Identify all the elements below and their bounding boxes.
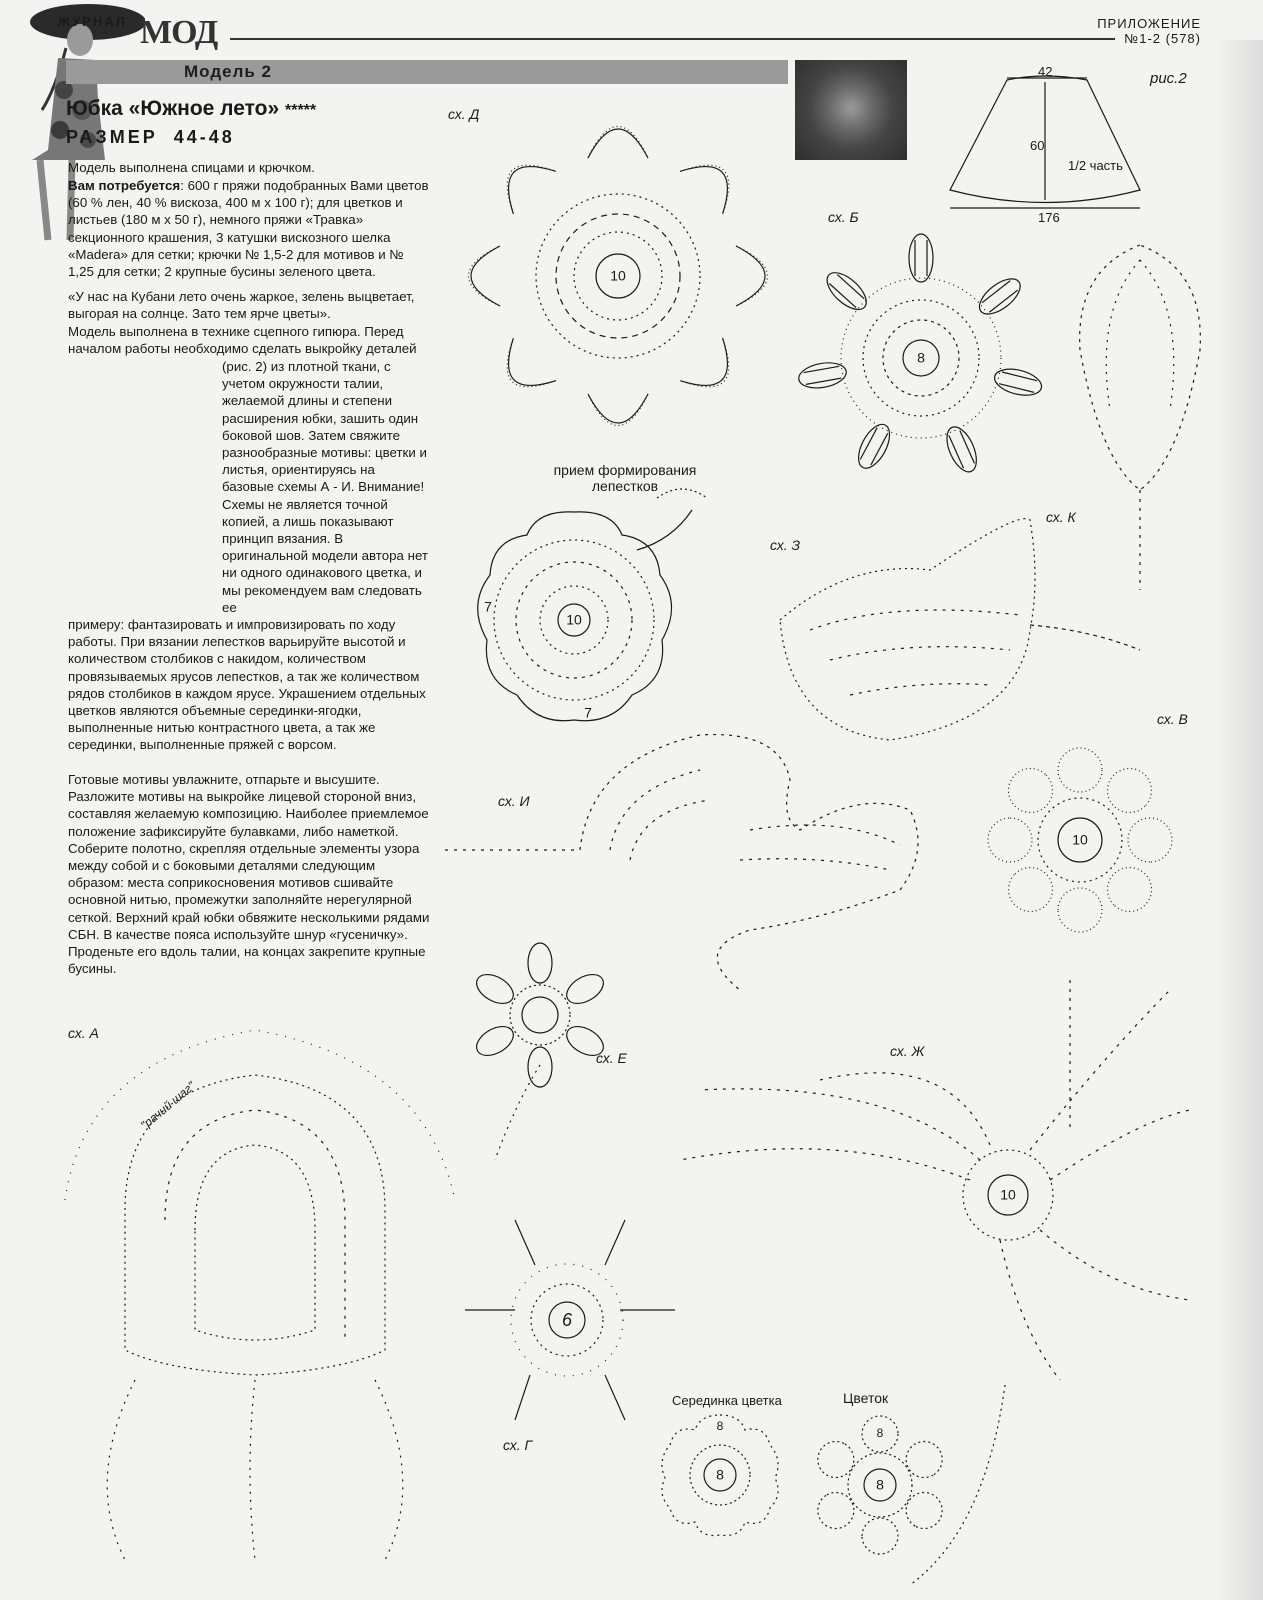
schema-e-label: сх. Е — [596, 1050, 627, 1066]
schema-b-number: 8 — [917, 349, 925, 366]
issue-info — [1097, 16, 1201, 46]
materials-text: : 600 г пряжи подобранных Вами цветов (60 % лен, 40 % вискоза, 400 м х 100 г); для цветков и листьев (180 м х 50 г), немного пряжи «Травка» секционного крашения, 3 катушки вискозного шелка «Madera» для сетки; крючки № 1,5-2 для мотивов и № 1,25 для сетки; 2 крупные бусины зеленого цвета. — [68, 178, 429, 280]
technique-paragraph-b: (рис. 2) из плотной ткани, с учетом окружности талии, желаемой длины и степени расширения юбки, зашить один боковой шов. Затем свяжите разнообразные мотивы: цветки и листья, ориентируясь на базовые схемы А - И. Внимание! Схемы не является точной копией, а лишь показывают принцип вязания. В оригинальной модели автора нет ни одного одинакового цветка, и мы рекомендуем вам следовать ее — [222, 359, 428, 615]
size-value: 44-48 — [173, 127, 235, 147]
issue-number: №1-2 (578) — [1124, 31, 1201, 46]
flower-center-caption: Серединка цветка — [672, 1393, 782, 1408]
intro-paragraph: Модель выполнена спицами и крючком. — [68, 160, 315, 175]
petal-technique-number: 10 — [566, 611, 582, 628]
header-rule — [230, 38, 1115, 40]
adjacent-page-edge — [1215, 40, 1263, 1600]
pattern-height: 60 — [1030, 138, 1045, 153]
section-title: Модель 2 — [184, 62, 272, 81]
petal-technique-caption: прием формирования лепестков — [553, 462, 697, 494]
schema-v-label: сх. В — [1157, 711, 1188, 727]
crab-step-label: "рачий шаг" — [137, 1078, 198, 1133]
flower-caption: Цветок — [843, 1390, 889, 1406]
schema-zh-number: 10 — [1000, 1186, 1016, 1203]
pattern-bottom-width: 176 — [1038, 210, 1060, 225]
schema-zh-diagram — [640, 970, 1210, 1400]
schema-d-label: сх. Д — [448, 106, 480, 122]
schema-v-diagram — [980, 730, 1180, 950]
schema-z-diagram — [770, 500, 1150, 745]
journal-label: ЖУРНАЛ — [58, 14, 127, 29]
schema-g-diagram — [455, 1210, 685, 1430]
materials-paragraph — [68, 177, 430, 280]
assembly-paragraph: Готовые мотивы увлажните, отпарьте и высушите. Разложите мотивы на выкройке лицевой стороной вниз, составляя желаемую композицию. Наиболее приемлемое положение зафиксируйте булавками, либо наметкой. Соберите полотно, скрепляя отдельные элементы узора между собой и с боковыми деталями следующим образом: места соприкосновения мотивов сшивайте основной нитью, промежутки заполняйте нерегулярной сеткой. Верхний край юбки обвяжите несколькими рядами СБН. В качестве пояса используйте шнур «гусеничку». Проденьте его вдоль талии, на концах закрепите крупные бусины. — [68, 772, 430, 977]
size-label: РАЗМЕР — [66, 127, 158, 147]
petal-technique-diagram — [462, 480, 712, 730]
section-bar — [66, 60, 788, 84]
schema-i-label: сх. И — [498, 793, 530, 809]
pattern-top-width: 42 — [1038, 64, 1053, 79]
petal-seven-label-bottom: 7 — [584, 704, 592, 721]
size-line — [66, 127, 235, 148]
schema-k-label: сх. К — [1046, 509, 1076, 525]
schema-b-diagram — [795, 220, 1060, 490]
flower-photo — [795, 60, 907, 160]
flower-number: 8 — [876, 1476, 884, 1493]
schema-a-diagram — [45, 1020, 470, 1590]
schema-d-diagram — [440, 100, 800, 460]
schema-g-number: 6 — [561, 1309, 573, 1330]
cord-curve — [905, 1380, 1015, 1590]
schema-e-diagram — [455, 935, 615, 1165]
pattern-figure-label: рис.2 — [1150, 70, 1187, 87]
schema-z-label: сх. З — [770, 537, 801, 553]
quote-paragraph: «У нас на Кубани лето очень жаркое, зелень выцветает, выгорая на солнце. Зато тем ярче цветы». — [68, 289, 415, 322]
brand-logo: МОД — [140, 14, 218, 51]
materials-label: Вам потребуется — [68, 178, 181, 193]
schema-d-number: 10 — [610, 267, 626, 284]
technique-paragraph-a: Модель выполнена в технике сцепного гипюра. Перед началом работы необходимо сделать выкройку деталей — [68, 324, 417, 357]
flower-top-number: 8 — [876, 1426, 884, 1441]
supplement-label: ПРИЛОЖЕНИЕ — [1097, 16, 1201, 31]
schema-b-label: сх. Б — [828, 209, 859, 225]
technique-paragraph-c: примеру: фантазировать и импровизировать по ходу работы. При вязании лепестков варьируйте высотой и количеством столбиков с накидом, количеством провязываемых ярусов лепестков, а так же количеством рядов столбиков в каждом ярусе. Украшением отдельных цветков являются объемные серединки-ягодки, выполненные нитью контрастного цвета, а так же серединки, выполненные пряжей с ворсом. — [68, 617, 426, 753]
flower-center-number: 8 — [716, 1466, 724, 1483]
article-title-text: Юбка «Южное лето» — [66, 97, 280, 120]
article-title — [66, 97, 316, 121]
difficulty-stars: ***** — [284, 102, 317, 119]
schema-v-number: 10 — [1072, 831, 1088, 848]
schema-g-label: сх. Г — [503, 1437, 533, 1453]
flower-center-outer-number: 8 — [716, 1419, 724, 1434]
schema-zh-label: сх. Ж — [890, 1043, 925, 1059]
schema-a-label: сх. А — [68, 1025, 99, 1041]
pattern-part: 1/2 часть — [1068, 158, 1123, 173]
flower-center-diagram — [655, 1410, 785, 1540]
petal-seven-label: 7 — [484, 598, 492, 615]
